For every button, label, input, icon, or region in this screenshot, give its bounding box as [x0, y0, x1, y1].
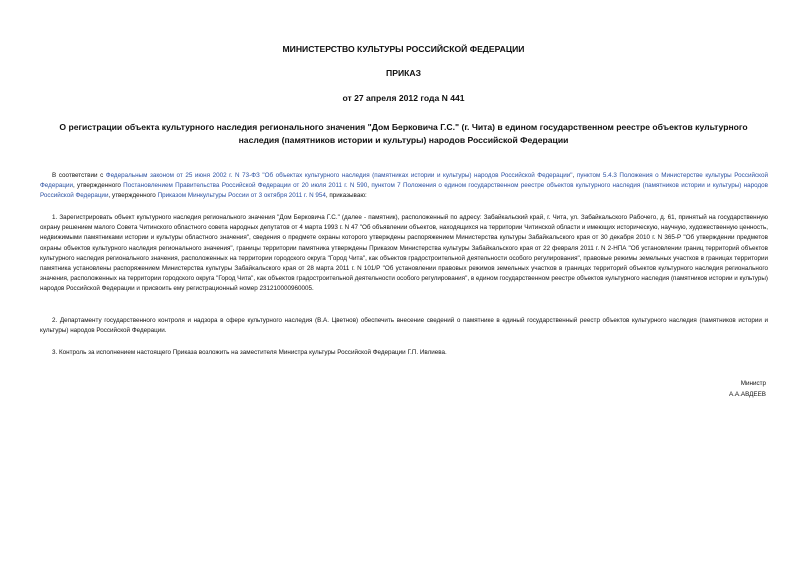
preamble-paragraph	[40, 171, 768, 202]
signatory-position: Министр	[740, 380, 766, 387]
government-resolution-link[interactable]: Постановлением Правительства Российской Федерации от 20 июля 2011 г. N 590	[123, 182, 368, 190]
item-3-text: 3. Контроль за исполнением настоящего Приказа возложить на заместителя Министра культуры Российской Федерации Г.П. Ивлиева.	[52, 349, 447, 356]
preamble-text: , утвержденного	[72, 182, 124, 190]
preamble-text: В соответствии с	[52, 172, 106, 179]
signature-block	[729, 379, 766, 400]
document-title: О регистрации объекта культурного наследия регионального значения "Дом Берковича Г.С." (г. Чита) в едином государственном реестре объектов культурного наследия (памятников истории и культуры) народов Российской Федерации	[59, 122, 748, 145]
registry-regulation-link[interactable]: пунктом 7 Положения о едином государственном реестре объектов культурного наследия (памятников истории и культуры) народов Российской Федерации	[40, 182, 768, 200]
ministry-order-link[interactable]: Приказом Минкультуры России от 3 октября 2011 г. N 954	[157, 192, 326, 200]
preamble-text: ,	[367, 182, 372, 190]
document-type: ПРИКАЗ	[386, 68, 421, 78]
item-paragraph	[40, 348, 768, 358]
preamble-text: , приказываю:	[325, 192, 367, 200]
item-paragraph	[40, 316, 768, 336]
signatory-name: А.А.АВДЕЕВ	[728, 390, 766, 398]
item-2-text: 2. Департаменту государственного контроля и надзора в сфере культурного наследия (В.А. Цветнов) обеспечить внесение сведений о памятнике в единый государственный реестр объектов культурного наследия (памятников истории и культуры) народов Российской Федерации.	[40, 317, 768, 335]
preamble-text: ,	[572, 172, 577, 179]
document-date-number: от 27 апреля 2012 года N 441	[342, 93, 465, 103]
preamble-text: , утвержденного	[108, 192, 158, 200]
ministry-regulation-link[interactable]: пунктом 5.4.3 Положения о Министерстве культуры Российской Федерации	[40, 172, 768, 190]
item-paragraph	[40, 213, 768, 295]
item-1-text: 1. Зарегистрировать объект культурного наследия регионального значения "Дом Берковича Г.С." (далее - памятник), расположенный по адресу: Забайкальский край, г. Чита, ул. Забайкальского Рабочего, д. 61, принятый на государственную охрану решением малого Совета Читинского областного совета народных депутатов от 4 марта 1993 г. N 47 "Об объявлении объектов, находящихся на территории Читинской области и имеющих историческую, научную, художественную ценность, недвижимыми памятниками истории и культуры областного значения", сведения о предмете охраны которого утверждены распоряжением Министерства культуры Забайкальского края от 30 декабря 2010 г. N 365-Р "Об утверждении предметов охраны объектов культурного наследия регионального значения", границы территории памятника утверждены Приказом Министерства культуры Забайкальского края от 22 февраля 2011 г. N 2-НПА "Об установлении границ территорий объектов культурного наследия регионального значения, расположенных на территории городского округа "Город Чита", как объектов градостроительной деятельности особого регулирования", правовые режимы земельных участков в границах территории памятника установлены распоряжением Министерства культуры Забайкальского края от 28 марта 2011 г. N 101/Р "Об установлении правовых режимов земельных участков в границах территорий объектов культурного наследия регионального значения, расположенных на территории городского округа "Город Чита", как объектов градостроительной деятельности особого регулирования", в едином государственном реестре объектов культурного наследия (памятников истории и культуры) народов Российской Федерации и присвоить ему регистрационный номер 231210000960005.	[40, 214, 768, 293]
federal-law-link[interactable]: Федеральным законом от 25 июня 2002 г. N 73-ФЗ "Об объектах культурного наследия (памятниках истории и культуры) народов Российской Федерации"	[105, 172, 573, 179]
ministry-heading: МИНИСТЕРСТВО КУЛЬТУРЫ РОССИЙСКОЙ ФЕДЕРАЦИИ	[282, 44, 525, 54]
